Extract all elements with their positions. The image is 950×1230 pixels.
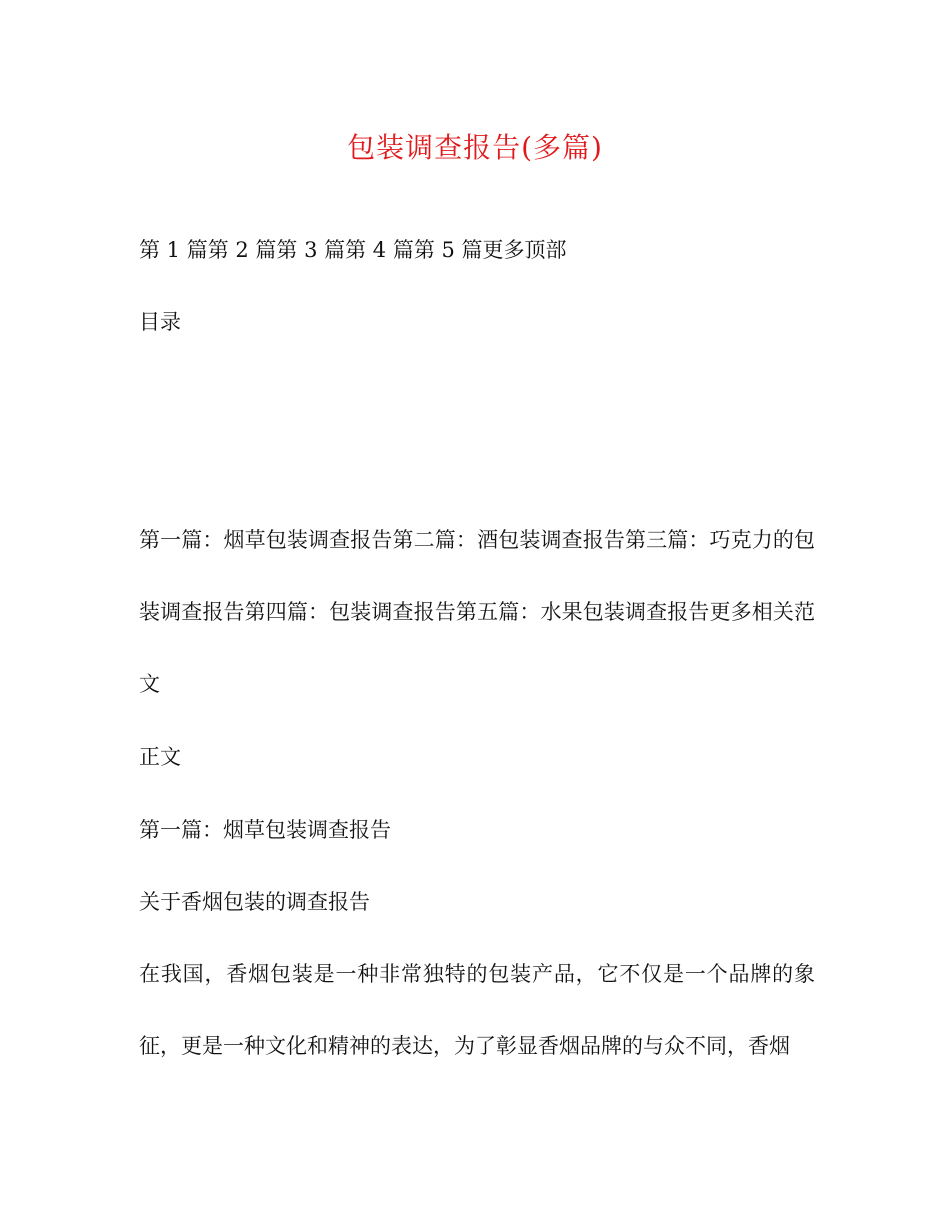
chapter-title: 第一篇：烟草包装调查报告	[139, 818, 391, 842]
section-title: 关于香烟包装的调查报告	[139, 890, 370, 914]
article-nav-links[interactable]: 第 1 篇第 2 篇第 3 篇第 4 篇第 5 篇更多顶部	[139, 238, 567, 262]
toc-text: 第一篇：烟草包装调查报告第二篇：酒包装调查报告第三篇：巧克力的包装调查报告第四篇：包装调查报告第五篇：水果包装调查报告更多相关范文	[139, 528, 815, 696]
toc-heading: 目录	[139, 310, 181, 334]
body-paragraph: 在我国，香烟包装是一种非常独特的包装产品，它不仅是一个品牌的象征，更是一种文化和精神的表达，为了彰显香烟品牌的与众不同，香烟	[139, 962, 815, 1058]
document-title: 包装调查报告(多篇)	[347, 131, 603, 164]
body-heading: 正文	[139, 745, 181, 769]
